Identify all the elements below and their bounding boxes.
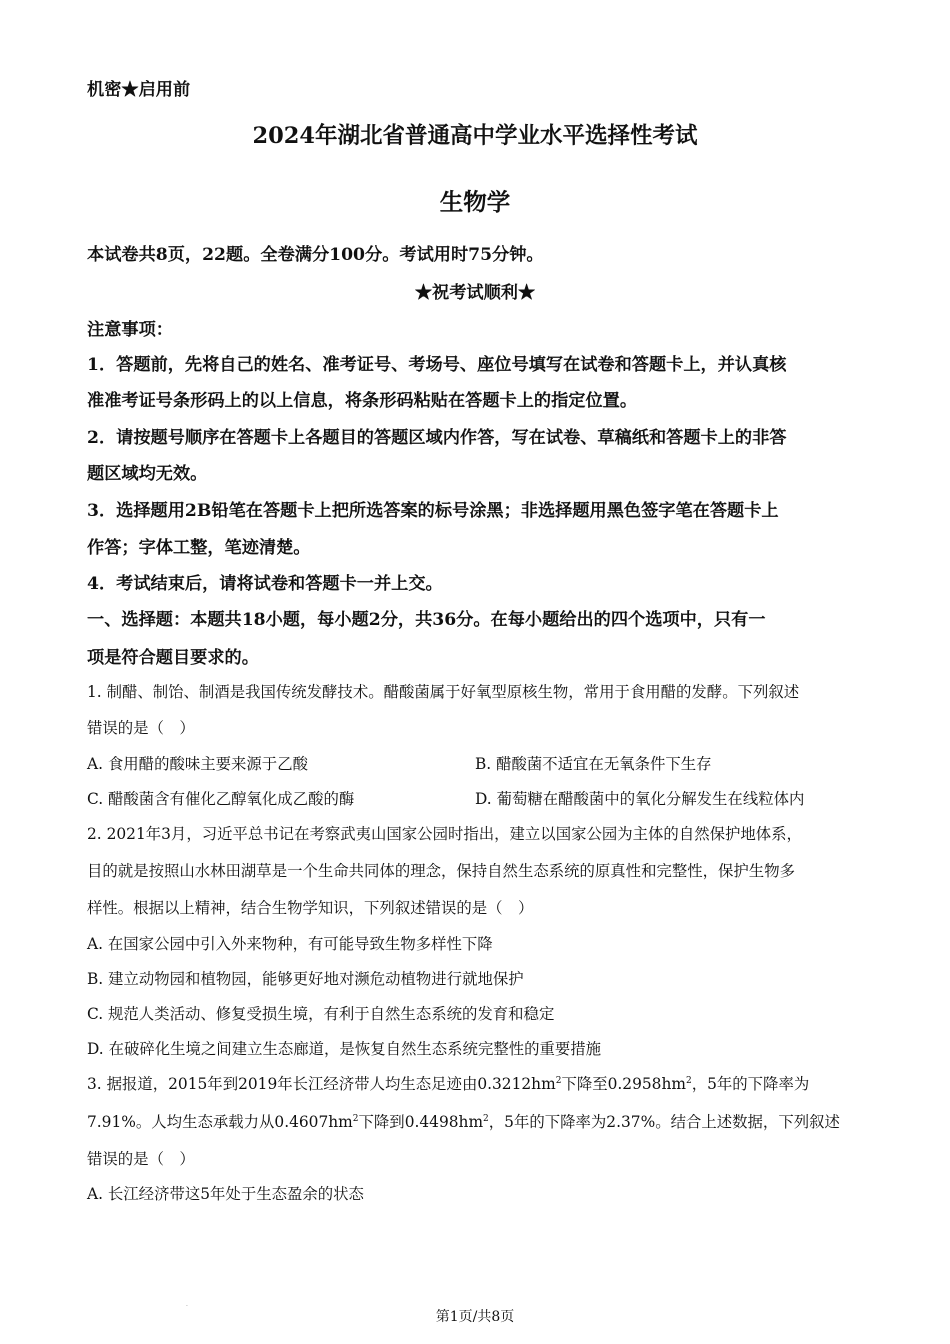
page-number: 第1页/共8页 <box>435 1309 515 1325</box>
good-luck-line: ★祝考试顺利★ <box>414 283 536 303</box>
exam-title: 2024年湖北省普通高中学业水平选择性考试 <box>252 123 698 149</box>
question-3-stem-cont: 7.91%。人均生态承载力从$0.4607hm^2$下降到$0.4498hm^2$，5年的下降率为2.37%。结合上述数据，下列叙述 <box>87 1113 840 1131</box>
note-line: 1．答题前，先将自己的姓名、准考证号、考场号、座位号填写在试卷和答题卡上，并认真核 <box>87 355 787 375</box>
section-heading: 一、选择题：本题共18小题，每小题2分，共36分。在每小题给出的四个选项中，只有一 <box>87 610 766 630</box>
question-1-option-a: A. 食用醋的酸味主要来源于乙酸 <box>87 755 308 773</box>
section-heading-cont: 项是符合题目要求的。 <box>87 648 259 668</box>
question-1-stem: 1. 制醋、制饴、制酒是我国传统发酵技术。醋酸菌属于好氧型原核生物，常用于食用醋的发酵。下列叙述 <box>87 683 800 701</box>
exam-info: 本试卷共8页，22题。全卷满分100分。考试用时75分钟。 <box>87 245 544 265</box>
notes-heading: 注意事项： <box>87 320 173 340</box>
question-2-stem-cont: 目的就是按照山水林田湖草是一个生命共同体的理念，保持自然生态系统的原真性和完整性，保护生物多 <box>87 862 795 880</box>
question-3-option-a: A. 长江经济带这5年处于生态盈余的状态 <box>87 1185 364 1203</box>
question-3-stem-cont: 错误的是（ ） <box>87 1150 195 1168</box>
note-line: 2．请按题号顺序在答题卡上各题目的答题区域内作答，写在试卷、草稿纸和答题卡上的非答 <box>87 428 787 448</box>
note-line: 作答；字体工整，笔迹清楚。 <box>87 538 311 558</box>
question-2-option-c: C. 规范人类活动、修复受损生境，有利于自然生态系统的发育和稳定 <box>87 1005 555 1023</box>
subject-title: 生物学 <box>439 188 511 216</box>
question-2-option-d: D. 在破碎化生境之间建立生态廊道，是恢复自然生态系统完整性的重要措施 <box>87 1040 602 1058</box>
question-2-stem: 2. 2021年3月，习近平总书记在考察武夷山国家公园时指出，建立以国家公园为主体的自然保护地体系， <box>87 825 802 843</box>
note-line: 3．选择题用2B铅笔在答题卡上把所选答案的标号涂黑；非选择题用黑色签字笔在答题卡上 <box>87 501 779 521</box>
confidential-label: 机密★启用前 <box>87 80 191 100</box>
question-2-stem-cont: 样性。根据以上精神，结合生物学知识，下列叙述错误的是（ ） <box>87 899 534 917</box>
note-line: 题区域均无效。 <box>87 464 208 484</box>
question-1-option-b: B. 醋酸菌不适宜在无氧条件下生存 <box>475 755 712 773</box>
scan-mark: · <box>186 1303 188 1310</box>
question-1-option-c: C. 醋酸菌含有催化乙醇氧化成乙酸的酶 <box>87 790 355 808</box>
note-line: 准准考证号条形码上的以上信息，将条形码粘贴在答题卡上的指定位置。 <box>87 391 638 411</box>
question-2-option-b: B. 建立动物园和植物园，能够更好地对濒危动植物进行就地保护 <box>87 970 524 988</box>
note-line: 4．考试结束后，请将试卷和答题卡一并上交。 <box>87 574 443 594</box>
question-3-stem: 3. 据报道，2015年到2019年长江经济带人均生态足迹由$0.3212hm^2$下降至$0.2958hm^2$，5年的下降率为 <box>87 1075 810 1093</box>
question-1-stem-cont: 错误的是（ ） <box>87 719 195 737</box>
question-2-option-a: A. 在国家公园中引入外来物种，有可能导致生物多样性下降 <box>87 935 493 953</box>
question-1-option-d: D. 葡萄糖在醋酸菌中的氧化分解发生在线粒体内 <box>475 790 805 808</box>
